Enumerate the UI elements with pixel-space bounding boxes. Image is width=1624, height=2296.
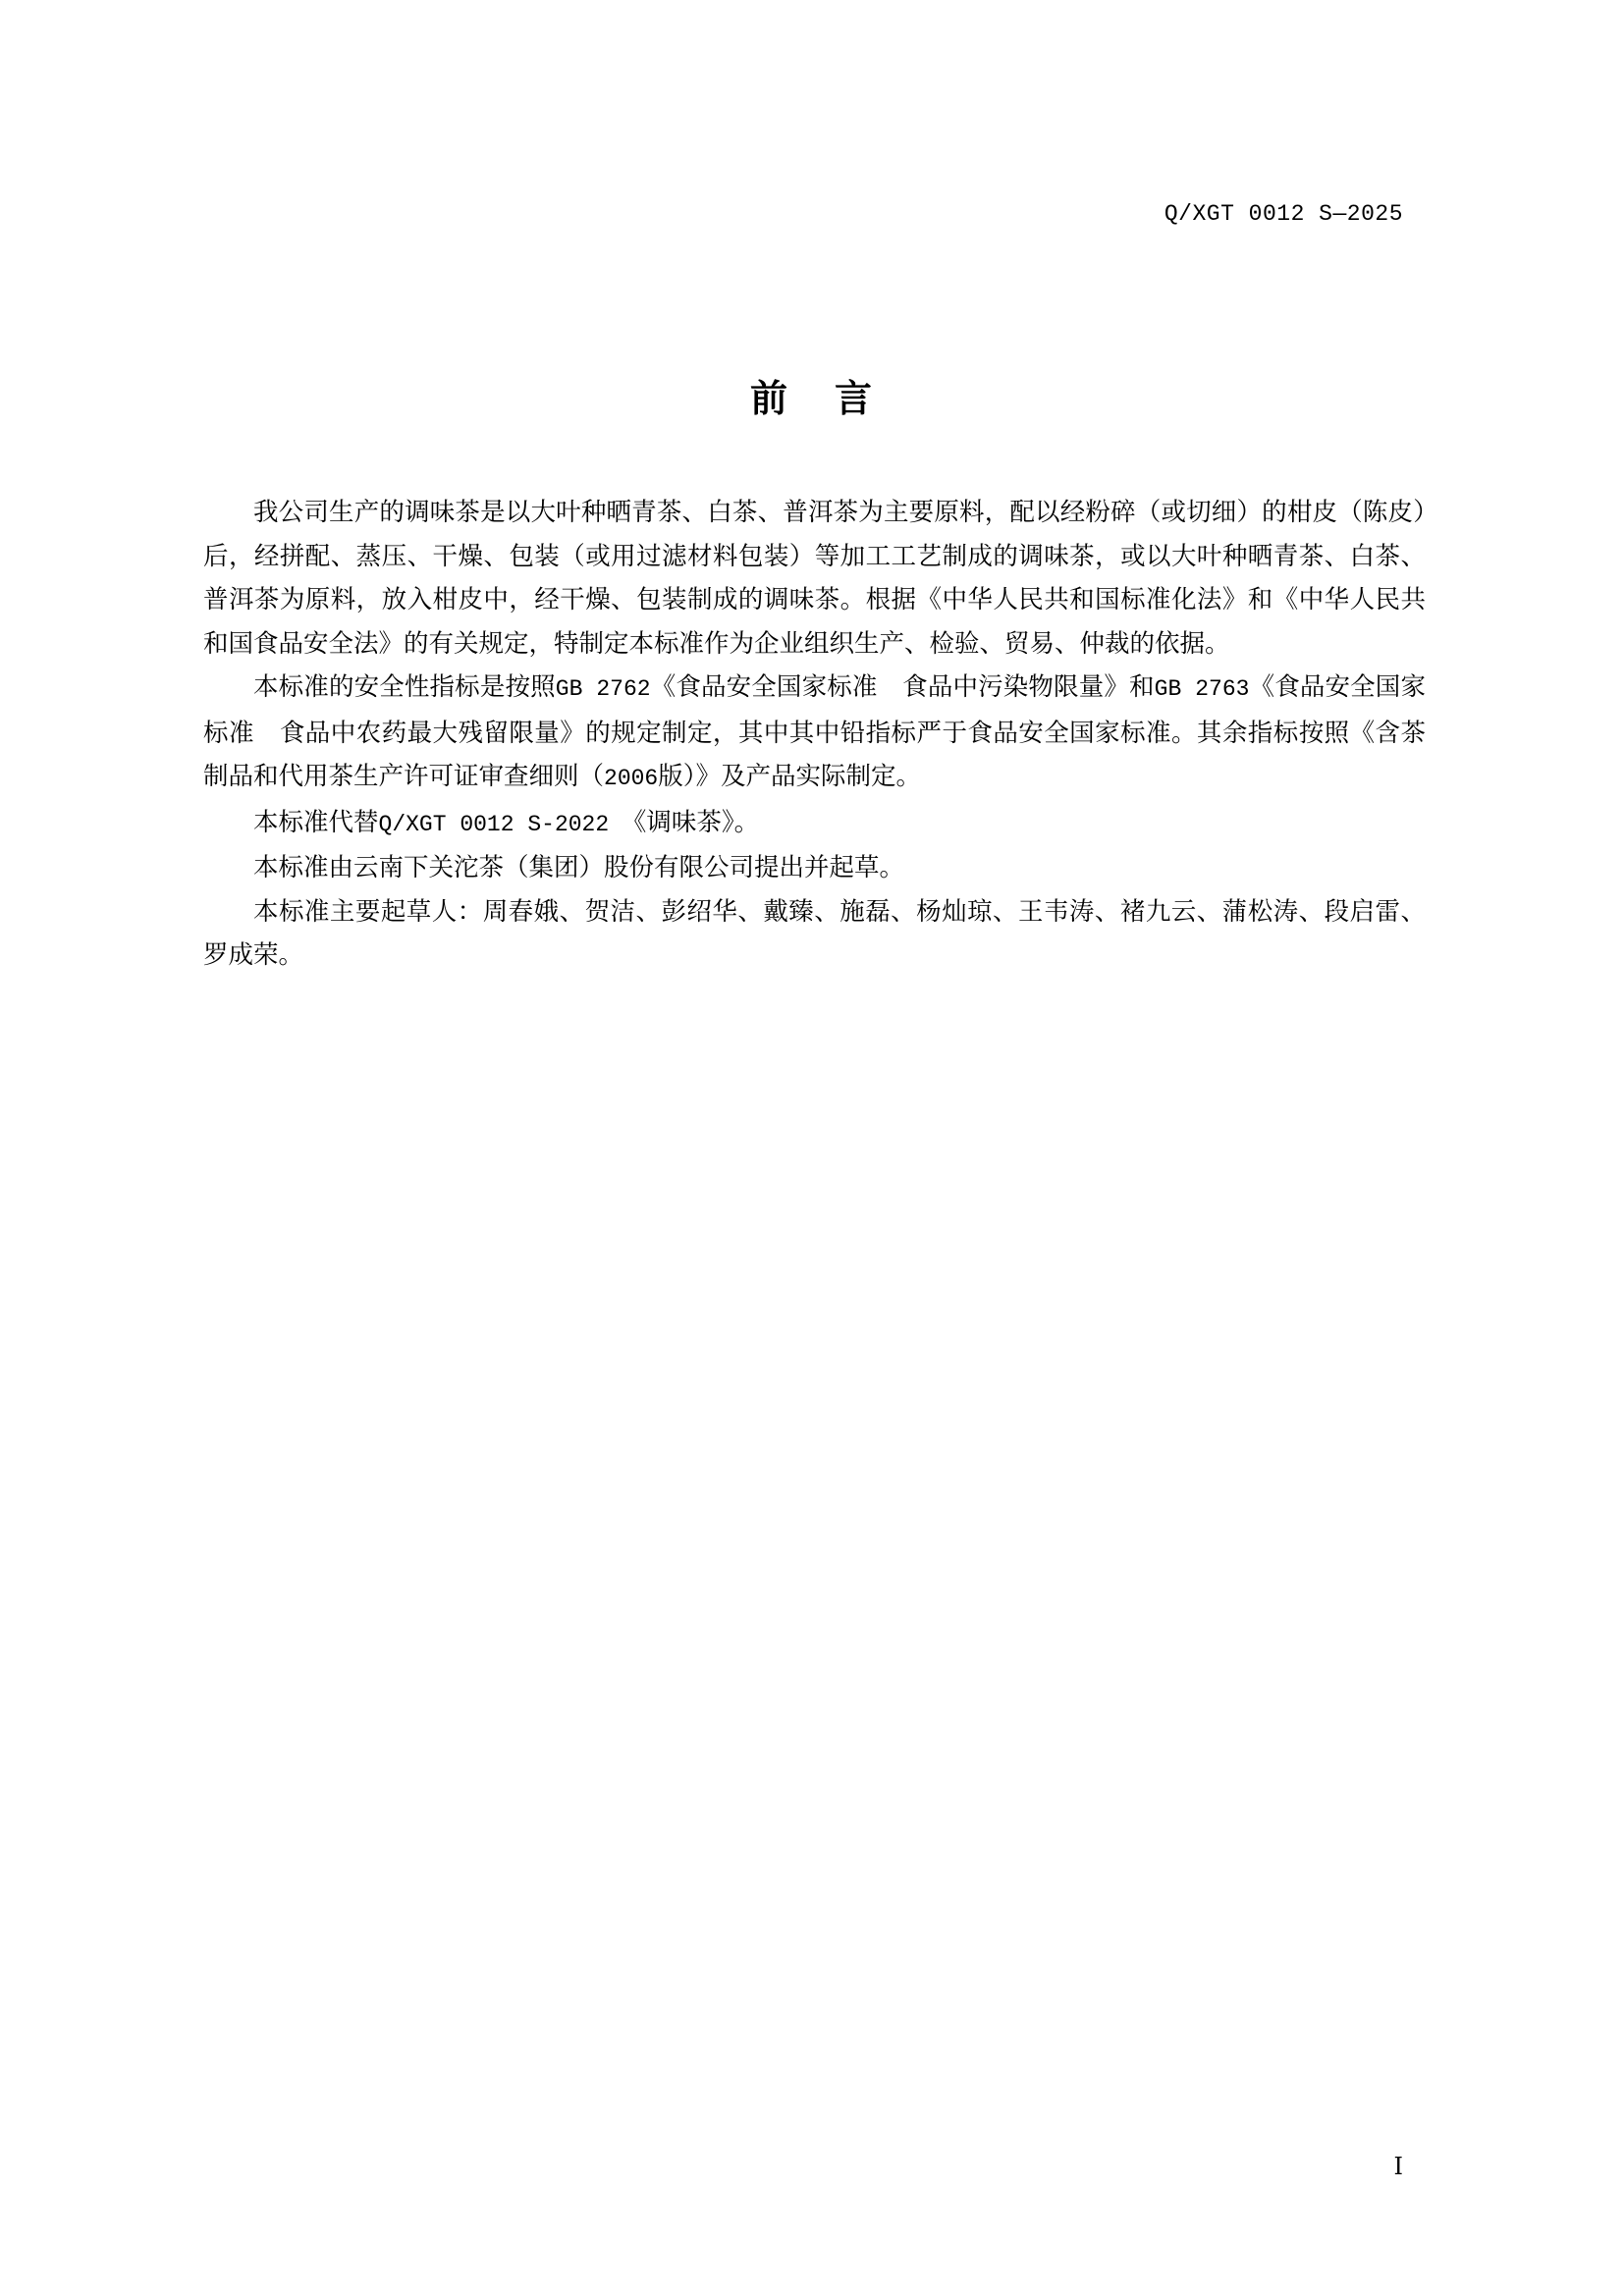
paragraph-2 <box>203 666 1426 801</box>
paragraph-4: 本标准由云南下关沱茶（集团）股份有限公司提出并起草。 <box>253 853 905 882</box>
paragraph-5: 本标准主要起草人：周春娥、贺洁、彭绍华、戴臻、施磊、杨灿琼、王韦涛、褚九云、蒲松涛、段启雷、罗成荣。 <box>203 896 1426 970</box>
p2-gb-code-1: GB 2762 <box>555 676 651 702</box>
page-title <box>0 368 1624 422</box>
paragraph-1: 我公司生产的调味茶是以大叶种晒青茶、白茶、普洱茶为主要原料，配以经粉碎（或切细）的柑皮（陈皮）后，经拼配、蒸压、干燥、包装（或用过滤材料包装）等加工工艺制成的调味茶，或以大叶种晒青茶、白茶、普洱茶为原料，放入柑皮中，经干燥、包装制成的调味茶。根据《中华人民共和国标准化法》和《中华人民共和国食品安全法》的有关规定，特制定本标准作为企业组织生产、检验、贸易、仲裁的依据。 <box>203 498 1426 659</box>
p2-text-b: 《食品安全国家标准 食品中污染物限量》和 <box>650 672 1155 702</box>
paragraph-3 <box>203 801 1426 847</box>
p3-replaced-standard-code: Q/XGT 0012 S-2022 <box>378 811 610 837</box>
foreword-body <box>203 491 1426 978</box>
header-standard-code: Q/XGT 0012 S—2025 <box>1164 201 1403 227</box>
p2-gb-code-2: GB 2763 <box>1154 676 1250 702</box>
p2-text-a: 本标准的安全性指标是按照 <box>253 672 556 702</box>
title-char-1: 前 <box>749 376 789 420</box>
p3-text-a: 本标准代替 <box>253 807 379 837</box>
p2-text-c: 《食品安全国家标准 食品中农药最大残留限量》的规定制定，其中其中铅指标严于食品安全国家标准。其余指标按照《含茶制品和代用茶生产许可证审查细则（ <box>203 672 1426 791</box>
title-char-2: 言 <box>835 376 875 420</box>
p2-year: 2006 <box>604 766 659 791</box>
p3-text-b: 《调味茶》。 <box>609 807 760 837</box>
page-number: I <box>1393 2153 1403 2180</box>
p2-text-d: 版）》及产品实际制定。 <box>658 762 921 791</box>
